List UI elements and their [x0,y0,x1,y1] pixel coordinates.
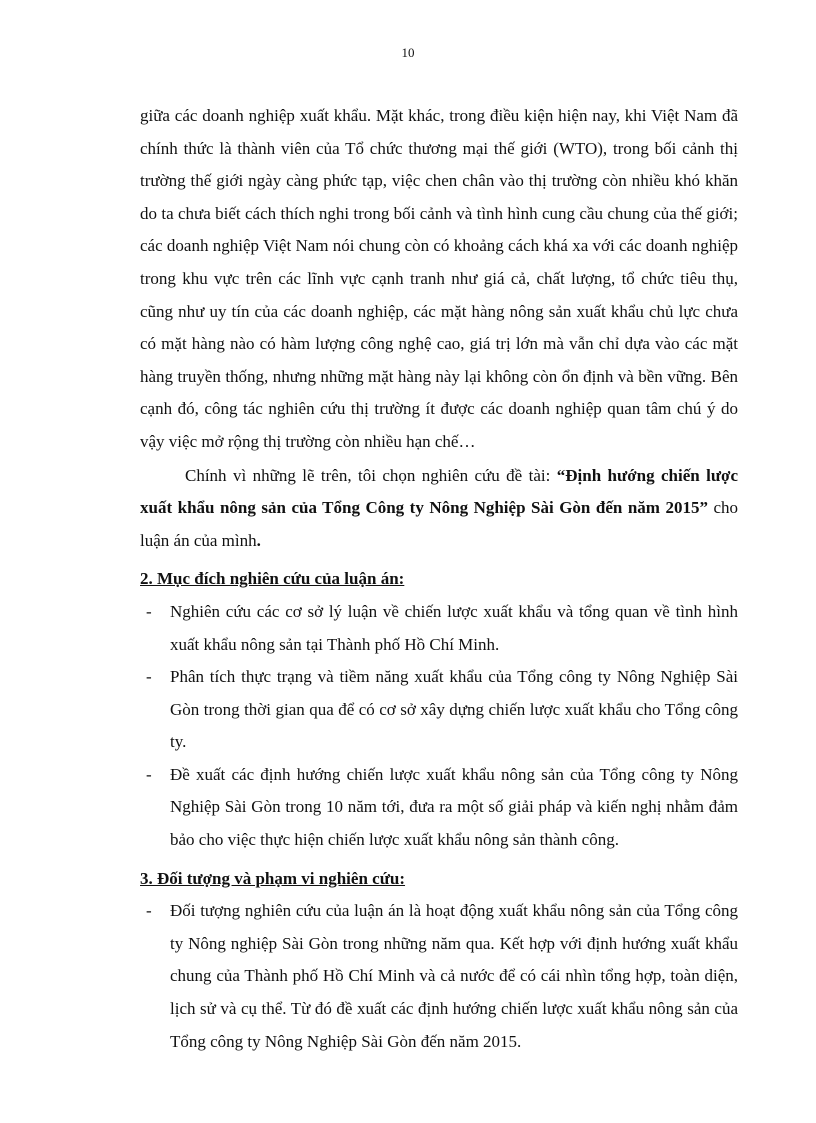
list-item: - Đối tượng nghiên cứu của luận án là hoạt động xuất khẩu nông sản của Tổng công ty Nông nghiệp Sài Gòn trong những năm qua. Kết hợp với định hướng xuất khẩu chung của Thành phố Hồ Chí Minh và cả nước để có cái nhìn tổng hợp, toàn diện, lịch sử và cụ thể. Từ đó đề xuất các định hướng chiến lược xuất khẩu nông sản của Tổng công ty Nông Nghiệp Sài Gòn đến năm 2015. [140,895,738,1058]
list-item: - Nghiên cứu các cơ sở lý luận về chiến lược xuất khẩu và tổng quan về tình hình xuất khẩu nông sản tại Thành phố Hồ Chí Minh. [140,596,738,661]
topic-title: “Định hướng chiến lược xuất khẩu nông sản của Tổng Công ty Nông Nghiệp Sài Gòn đến năm 2015” [140,465,738,518]
topic-end: . [256,530,261,550]
topic-lead: Chính vì những lẽ trên, tôi chọn nghiên cứu đề tài: [185,465,557,485]
topic-paragraph [140,460,738,558]
topic-tail: cho luận án của mình [140,498,738,550]
document-body [140,100,738,1058]
section-2-list [140,596,738,857]
list-item: - Đề xuất các định hướng chiến lược xuất khẩu nông sản của Tổng công ty Nông Nghiệp Sài Gòn trong 10 năm tới, đưa ra một số giải pháp và kiến nghị nhằm đảm bảo cho việc thực hiện chiến lược xuất khẩu nông sản thành công. [140,759,738,857]
list-item: - Phân tích thực trạng và tiềm năng xuất khẩu của Tổng công ty Nông Nghiệp Sài Gòn trong thời gian qua để có cơ sở xây dựng chiến lược xuất khẩu cho Tổng công ty. [140,661,738,759]
section-2-heading: 2. Mục đích nghiên cứu của luận án: [140,569,405,589]
intro-paragraph: giữa các doanh nghiệp xuất khẩu. Mặt khác, trong điều kiện hiện nay, khi Việt Nam đã chính thức là thành viên của Tổ chức thương mại thế giới (WTO), trong bối cảnh thị trường thế giới ngày càng phức tạp, việc chen chân vào thị trường còn nhiều khó khăn do ta chưa biết cách thích nghi trong bối cảnh và tình hình cung cầu chung của thế giới; các doanh nghiệp Việt Nam nói chung còn có khoảng cách khá xa với các doanh nghiệp trong khu vực trên các lĩnh vực cạnh tranh như giá cả, chất lượng, tổ chức tiêu thụ, cũng như uy tín của các doanh nghiệp, các mặt hàng nông sản xuất khẩu chủ lực chưa có mặt hàng nào có hàm lượng công nghệ cao, giá trị lớn mà vẫn chỉ dựa vào các mặt hàng truyền thống, nhưng những mặt hàng này lại không còn ổn định và bền vững. Bên cạnh đó, công tác nghiên cứu thị trường ít được các doanh nghiệp quan tâm chú ý do vậy việc mở rộng thị trường còn nhiều hạn chế… [140,106,738,451]
section-3-heading: 3. Đối tượng và phạm vi nghiên cứu: [140,868,406,888]
page-number: 10 [401,45,415,60]
section-3-list [140,895,738,1058]
